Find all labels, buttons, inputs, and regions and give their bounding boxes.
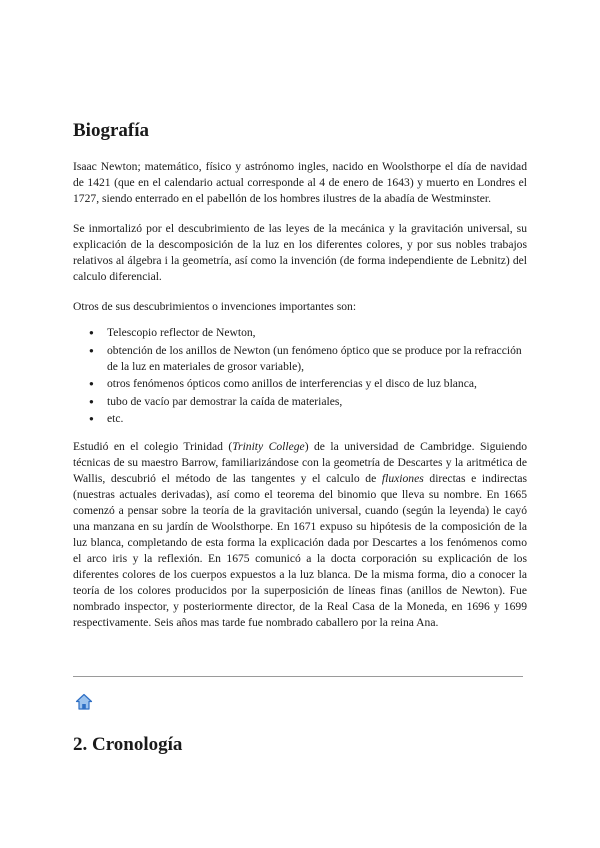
home-link[interactable] [75, 693, 93, 711]
home-icon [75, 693, 93, 711]
paragraph-education [73, 439, 527, 631]
paragraph-intro: Isaac Newton; matemático, físico y astrónomo ingles, nacido en Woolsthorpe el día de navidad de 1421 (que en el calendario actual corresponde al 4 de enero de 1643) y muerto en Londres el 1727, siendo enterrado en el pabellón de los hombres ilustres de la abadía de Westminster. [73, 160, 527, 205]
list-item: ● tubo de vacío par demostrar la caída de materiales, [107, 394, 527, 410]
section-title-cronologia: 2. Cronología [73, 734, 183, 755]
list-item: ● Telescopio reflector de Newton, [107, 325, 527, 341]
paragraph-education-part: ) de la universidad de Cambridge. Siguiendo técnicas de su maestro Barrow, familiarizándose con la geometría de Descartes y la aritmética de Wallis, descubrió el método de las tangentes y el calculo de [73, 440, 527, 485]
list-item: ● obtención de los anillos de Newton (un fenómeno óptico que se produce por la refracción de la luz en materiales de grosor variable), [107, 343, 527, 375]
fluxiones-italic: fluxiones [381, 472, 424, 485]
list-item: ● otros fenómenos ópticos como anillos de interferencias y el disco de luz blanca, [107, 376, 527, 392]
paragraph-achievements: Se inmortalizó por el descubrimiento de las leyes de la mecánica y la gravitación universal, su explicación de la descomposición de la luz en los diferentes colores, y por sus nobles trabajos relativos al álgebra i la geometría, así como la invención (de forma independiente de Lebnitz) del calculo diferencial. [73, 222, 527, 283]
list-item: ● etc. [107, 411, 527, 427]
inventions-list [73, 325, 527, 427]
paragraph-education-part: Estudió en el colegio Trinidad ( [73, 440, 233, 453]
trinity-college-italic: Trinity College [232, 440, 305, 453]
section-title-biografia: Biografía [73, 120, 149, 141]
horizontal-rule [73, 676, 523, 677]
paragraph-inventions-intro: Otros de sus descubrimientos o invenciones importantes son: [73, 300, 357, 313]
paragraph-education-part: directas e indirectas (nuestras actuales derivadas), así como el teorema del binomio que lleva su nombre. En 1665 comenzó a pensar sobre la teoría de la gravitación universal, cuando (según la leyenda) le cayó una manzana en su jardín de Woolsthorpe. En 1671 expuso su hipótesis de la composición de la luz blanca, completando de esta forma la explicación dada por Descartes a los fenómenos como el arco iris y la reflexión. En 1675 comunicó a la docta corporación su explicación de los diferentes colores de los cuerpos expuestos a la luz blanca. De la misma forma, dio a conocer la teoría de los colores producidos por la superposición de líneas finas (anillos de Newton). Fue nombrado inspector, y posteriormente director, de la Real Casa de la Moneda, en 1696 y 1699 respectivamente. Seis años mas tarde fue nombrado caballero por la reina Ana. [73, 472, 527, 629]
biography-section [73, 118, 527, 631]
